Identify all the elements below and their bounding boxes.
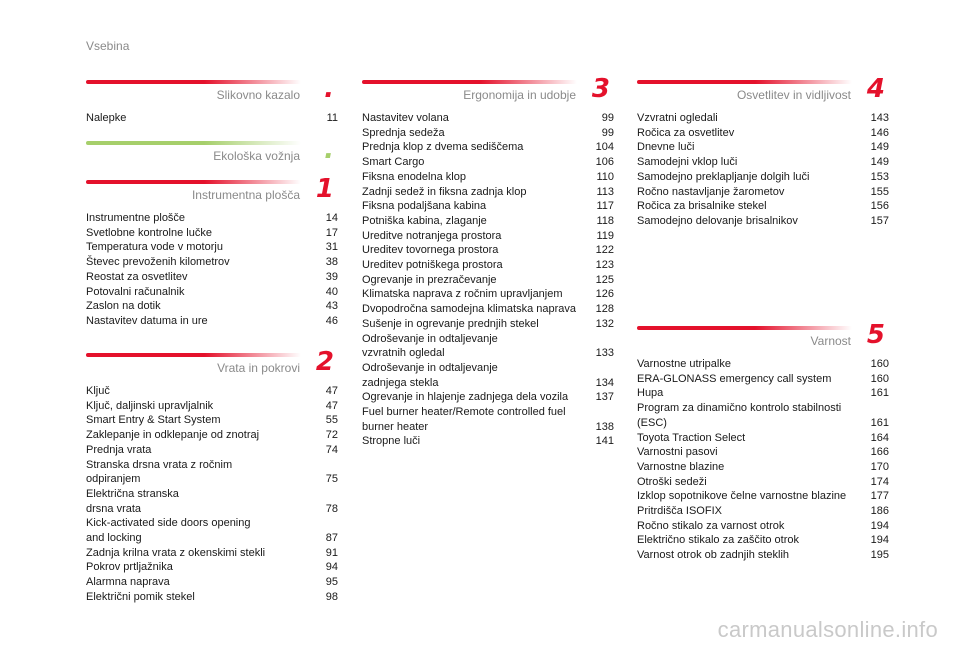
toc-entry-page: 161 [870, 387, 889, 400]
section-slikovno [86, 74, 338, 126]
toc-entry-list [86, 111, 338, 126]
toc-entry-title: Nalepke [86, 112, 127, 124]
section-header-bar [637, 326, 852, 330]
toc-entry-title: Električno stikalo za zaščito otrok [637, 534, 800, 547]
toc-entry-page: 117 [596, 200, 614, 213]
toc-entry[interactable] [86, 111, 338, 126]
toc-entry-title: Svetlobne kontrolne lučke [86, 226, 212, 239]
toc-entry-page: 138 [595, 420, 614, 433]
toc-entry-page: 87 [325, 532, 338, 545]
toc-entry-page: 149 [870, 156, 889, 169]
toc-entry-page: 153 [870, 170, 889, 183]
toc-entry[interactable] [362, 140, 614, 155]
toc-entry[interactable] [637, 357, 889, 372]
toc-entry[interactable] [637, 533, 889, 548]
toc-entry-page: 47 [325, 399, 338, 412]
toc-entry-title: Otroški sedeži [637, 475, 707, 488]
toc-entry-page: 156 [870, 200, 889, 213]
toc-entry[interactable] [362, 361, 614, 390]
toc-entry[interactable] [362, 287, 614, 302]
toc-entry-page: 155 [870, 185, 889, 198]
toc-entry-page: 123 [595, 259, 614, 272]
toc-entry[interactable] [362, 302, 614, 317]
toc-entry[interactable] [637, 504, 889, 519]
page-title: Vsebina [86, 39, 130, 53]
toc-entry[interactable] [362, 434, 614, 449]
toc-entry-title: Samodejno delovanje brisalnikov [637, 214, 798, 227]
section-title: Varnost [810, 334, 851, 348]
section-number: 3 [591, 74, 610, 104]
toc-entry-title: Program za dinamično kontrolo stabilnosti (ESC) [637, 402, 842, 429]
toc-entry[interactable] [86, 575, 338, 590]
toc-entry-title: Ključ, daljinski upravljalnik [86, 399, 214, 412]
toc-entry-list [86, 384, 338, 605]
toc-entry-page: 94 [325, 561, 338, 574]
toc-entry[interactable] [637, 372, 889, 387]
toc-entry-page: 43 [325, 300, 338, 313]
section-title: Instrumentna plošča [191, 188, 300, 202]
toc-entry-list [637, 111, 889, 229]
toc-entry-page: 91 [325, 546, 338, 559]
toc-entry[interactable] [86, 590, 338, 605]
toc-entry-page: 39 [325, 270, 338, 283]
toc-entry-title: Varnostne blazine [637, 460, 725, 473]
toc-entry[interactable] [637, 155, 889, 170]
toc-entry[interactable] [86, 487, 338, 516]
toc-entry-title: Ročno nastavljanje žarometov [637, 185, 785, 198]
toc-entry-page: 132 [595, 317, 614, 330]
toc-entry-title: Zaklepanje in odklepanje od znotraj [86, 429, 260, 442]
section-header [637, 320, 889, 352]
toc-entry[interactable] [362, 185, 614, 200]
section-3 [362, 74, 614, 449]
toc-entry[interactable] [362, 332, 614, 361]
toc-entry[interactable] [362, 155, 614, 170]
toc-entry-page: 55 [325, 414, 338, 427]
toc-entry-title: Stranska drsna vrata z ročnim odpiranjem [86, 458, 233, 486]
toc-entry-list [86, 211, 338, 329]
toc-entry[interactable] [362, 229, 614, 244]
toc-entry-title: Reostat za osvetlitev [86, 270, 188, 283]
toc-entry[interactable] [362, 199, 614, 214]
toc-entry[interactable] [86, 226, 338, 241]
toc-entry-title: Zadnja krilna vrata z okenskimi stekli [86, 546, 266, 559]
toc-entry-title: Instrumentne plošče [86, 212, 186, 224]
toc-entry-page: 38 [325, 256, 338, 269]
toc-entry-title: Prednja klop z dvema sediščema [362, 141, 524, 154]
toc-entry[interactable] [86, 516, 338, 545]
toc-entry[interactable] [637, 185, 889, 200]
toc-entry-title: Pritrdišča ISOFIX [637, 505, 722, 518]
toc-entry[interactable] [637, 386, 889, 401]
toc-entry-page: 99 [601, 112, 614, 124]
toc-entry-title: Alarmna naprava [86, 576, 170, 589]
toc-entry-title: Temperatura vode v motorju [86, 241, 223, 254]
section-header-bar [362, 80, 577, 84]
toc-entry[interactable] [362, 214, 614, 229]
toc-entry[interactable] [362, 243, 614, 258]
toc-entry[interactable] [637, 519, 889, 534]
toc-entry-page: 104 [595, 141, 614, 154]
toc-entry-title: Varnostni pasovi [637, 446, 718, 459]
section-header-bar [86, 180, 301, 184]
toc-entry-title: Sprednja sedeža [362, 126, 445, 139]
toc-entry[interactable] [86, 443, 338, 458]
toc-entry-title: Varnost otrok ob zadnjih steklih [637, 549, 790, 562]
toc-entry-page: 75 [325, 473, 338, 486]
toc-entry[interactable] [637, 401, 889, 430]
toc-entry-page: 72 [325, 429, 338, 442]
section-number: 4 [866, 74, 885, 104]
toc-entry-title: Dnevne luči [637, 141, 695, 154]
toc-entry-title: Dvopodročna samodejna klimatska naprava [362, 303, 577, 316]
toc-entry-page: 95 [325, 576, 338, 589]
section-header-bar [86, 80, 301, 84]
toc-entry-page: 143 [870, 112, 889, 124]
toc-entry[interactable] [362, 258, 614, 273]
toc-entry[interactable] [637, 170, 889, 185]
toc-entry-title: Ključ [86, 385, 110, 397]
toc-entry-title: Ročica za osvetlitev [637, 126, 735, 139]
toc-entry-title: Fuel burner heater/Remote controlled fuel burner heater [362, 406, 566, 433]
toc-entry-title: Nastavitev volana [362, 112, 449, 124]
toc-entry-title: Ogrevanje in prezračevanje [362, 273, 497, 286]
toc-entry[interactable] [86, 560, 338, 575]
section-title: Vrata in pokrovi [217, 361, 300, 375]
toc-entry-title: Samodejni vklop luči [637, 156, 738, 169]
toc-entry[interactable] [362, 126, 614, 141]
toc-entry[interactable] [637, 489, 889, 504]
toc-entry-page: 170 [870, 460, 889, 473]
section-title: Slikovno kazalo [216, 88, 300, 102]
toc-entry-title: Ročno stikalo za varnost otrok [637, 519, 785, 532]
toc-entry[interactable] [362, 317, 614, 332]
toc-entry-title: Smart Cargo [362, 156, 425, 169]
toc-entry-title: Hupa [637, 387, 664, 400]
section-1 [86, 174, 338, 329]
toc-entry-title: Stropne luči [362, 435, 421, 448]
toc-entry-title: ERA-GLONASS emergency call system [637, 372, 832, 385]
toc-entry-title: Električni pomik stekel [86, 590, 195, 603]
toc-entry-page: 166 [870, 446, 889, 459]
toc-entry-title: Sušenje in ogrevanje prednjih stekel [362, 317, 539, 330]
section-header-bar [86, 141, 301, 145]
toc-entry-title: Potniška kabina, zlaganje [362, 214, 487, 227]
toc-entry-title: Pokrov prtljažnika [86, 561, 173, 574]
section-header [362, 74, 614, 106]
section-ekoloska [86, 135, 338, 172]
toc-entry-page: 17 [325, 226, 338, 239]
toc-entry-page: 128 [595, 303, 614, 316]
toc-entry-title: Izklop sopotnikove čelne varnostne blazine [637, 490, 847, 503]
toc-entry-title: Električna stranska drsna vrata [86, 487, 179, 515]
watermark: carmanualsonline.info [717, 617, 938, 642]
section-4 [637, 74, 889, 229]
toc-entry-page: 157 [870, 214, 889, 227]
toc-entry[interactable] [86, 314, 338, 329]
toc-entry-page: 164 [870, 431, 889, 444]
section-header-bar [637, 80, 852, 84]
toc-entry[interactable] [86, 299, 338, 314]
toc-entry-title: Nastavitev datuma in ure [86, 314, 208, 327]
section-2 [86, 347, 338, 605]
toc-entry[interactable] [637, 460, 889, 475]
toc-entry[interactable] [637, 111, 889, 126]
toc-entry-page: 125 [595, 273, 614, 286]
toc-entry-title: Ureditve notranjega prostora [362, 229, 502, 242]
toc-entry[interactable] [86, 546, 338, 561]
toc-entry[interactable] [637, 199, 889, 214]
toc-entry-page: 141 [595, 435, 614, 448]
toc-entry-page: 174 [870, 475, 889, 488]
toc-entry-title: Ureditev tovornega prostora [362, 244, 499, 257]
toc-entry-title: Zaslon na dotik [86, 300, 161, 313]
toc-entry[interactable] [362, 170, 614, 185]
toc-entry-page: 134 [595, 376, 614, 389]
toc-entry-page: 186 [870, 505, 889, 518]
toc-entry[interactable] [637, 126, 889, 141]
toc-entry-page: 11 [326, 112, 338, 124]
toc-entry-title: Smart Entry & Start System [86, 414, 221, 427]
section-header [637, 74, 889, 106]
section-title: Ergonomija in udobje [463, 88, 576, 102]
toc-entry-title: Zadnji sedež in fiksna zadnja klop [362, 185, 527, 198]
toc-entry-title: Ročica za brisalnike stekel [637, 200, 767, 213]
toc-entry[interactable] [637, 431, 889, 446]
section-number: 1 [315, 174, 334, 204]
toc-entry-page: 98 [325, 590, 338, 603]
toc-entry-title: Fiksna enodelna klop [362, 170, 466, 183]
toc-entry-title: Fiksna podaljšana kabina [362, 200, 487, 213]
toc-entry-page: 160 [870, 372, 889, 385]
toc-entry-page: 194 [870, 534, 889, 547]
toc-entry-title: Kick-activated side doors opening and locking [86, 517, 251, 545]
toc-entry-page: 40 [325, 285, 338, 298]
toc-entry-page: 149 [870, 141, 889, 154]
toc-entry-page: 110 [596, 170, 614, 183]
section-5 [637, 320, 889, 563]
toc-entry[interactable] [86, 270, 338, 285]
toc-entry[interactable] [86, 428, 338, 443]
toc-entry-page: 126 [595, 288, 614, 301]
toc-entry-page: 78 [325, 502, 338, 515]
section-title: Ekološka vožnja [213, 149, 300, 163]
toc-entry[interactable] [86, 413, 338, 428]
toc-entry[interactable] [86, 285, 338, 300]
toc-entry-page: 119 [596, 229, 614, 242]
toc-entry-title: Potovalni računalnik [86, 285, 185, 298]
toc-entry-page: 133 [595, 347, 614, 360]
section-header [86, 74, 338, 106]
toc-entry[interactable] [86, 255, 338, 270]
toc-entry-page: 160 [870, 358, 889, 370]
toc-entry[interactable] [86, 399, 338, 414]
toc-entry-list [362, 111, 614, 449]
toc-entry-title: Prednja vrata [86, 443, 152, 456]
toc-entry-page: 122 [595, 244, 614, 257]
section-header [86, 174, 338, 206]
toc-entry-page: 47 [325, 385, 338, 397]
toc-entry-title: Števec prevoženih kilometrov [86, 256, 230, 269]
toc-entry-title: Odroševanje in odtaljevanje zadnjega stekla [362, 361, 498, 389]
toc-entry-page: 106 [595, 156, 614, 169]
toc-entry[interactable] [637, 214, 889, 229]
toc-entry-title: Ogrevanje in hlajenje zadnjega dela vozila [362, 391, 569, 404]
toc-entry-title: Ureditev potniškega prostora [362, 259, 503, 272]
toc-entry-title: Klimatska naprava z ročnim upravljanjem [362, 288, 563, 301]
section-header-bar [86, 353, 301, 357]
toc-entry-page: 14 [325, 212, 338, 224]
toc-entry[interactable] [362, 390, 614, 405]
toc-entry-page: 194 [870, 519, 889, 532]
toc-entry-page: 31 [325, 241, 338, 254]
toc-entry-page: 118 [596, 214, 614, 227]
toc-entry[interactable] [637, 445, 889, 460]
toc-entry-page: 177 [870, 490, 889, 503]
toc-entry-page: 161 [870, 416, 889, 429]
toc-entry-list [637, 357, 889, 563]
toc-entry-page: 113 [596, 185, 614, 198]
section-number: . [324, 135, 334, 165]
toc-entry[interactable] [362, 405, 614, 434]
toc-entry-page: 46 [325, 314, 338, 327]
toc-entry[interactable] [637, 548, 889, 563]
toc-entry[interactable] [86, 211, 338, 226]
toc-entry-page: 74 [325, 443, 338, 456]
toc-entry[interactable] [86, 458, 338, 487]
section-header [86, 135, 338, 167]
toc-entry-page: 146 [870, 126, 889, 139]
toc-entry[interactable] [86, 240, 338, 255]
toc-entry-page: 137 [595, 391, 614, 404]
toc-entry-page: 99 [601, 126, 614, 139]
section-number: . [324, 74, 334, 104]
toc-entry-page: 195 [870, 549, 889, 562]
section-title: Osvetlitev in vidljivost [736, 88, 851, 102]
toc-entry-title: Samodejno preklapljanje dolgih luči [637, 170, 810, 183]
toc-entry[interactable] [86, 384, 338, 399]
toc-entry-title: Vzvratni ogledali [637, 112, 718, 124]
toc-entry[interactable] [362, 111, 614, 126]
toc-entry-title: Odroševanje in odtaljevanje vzvratnih ogledal [362, 332, 498, 360]
section-number: 2 [315, 347, 334, 377]
toc-entry-title: Varnostne utripalke [637, 358, 731, 370]
toc-entry[interactable] [637, 140, 889, 155]
toc-entry[interactable] [362, 273, 614, 288]
section-number: 5 [866, 320, 885, 350]
section-header [86, 347, 338, 379]
toc-entry[interactable] [637, 475, 889, 490]
toc-entry-title: Toyota Traction Select [637, 431, 746, 444]
